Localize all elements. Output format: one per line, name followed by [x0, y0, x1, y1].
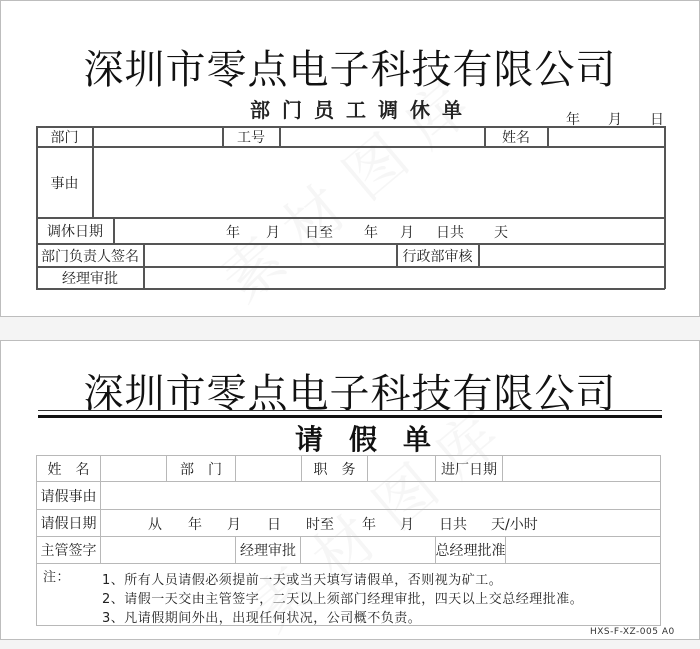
title-divider-thin — [38, 410, 662, 411]
leave-reason-label: 请假事由 — [40, 488, 97, 505]
header-day-label: 日 — [650, 112, 664, 128]
form-title: 请假单 — [294, 423, 457, 456]
date-to-day-total: 日共 — [439, 517, 467, 533]
date-total-days: 天 — [494, 225, 508, 241]
header-month-label: 月 — [608, 112, 622, 128]
admin-review-label: 行政部审核 — [402, 248, 473, 265]
admin-review-input[interactable] — [480, 245, 663, 265]
form-code: HXS-F-XZ-005 A0 — [590, 627, 675, 637]
company-name-title: 深圳市零点电子科技有限公司 — [83, 47, 617, 93]
date-from-day-to: 日至 — [305, 225, 333, 241]
manager-approval-label: 经理审批 — [240, 543, 296, 559]
dept-label: 部门 — [50, 129, 79, 146]
manager-approval-input[interactable] — [145, 268, 663, 287]
dept-input[interactable] — [237, 457, 300, 480]
supervisor-signature-label: 主管签字 — [40, 543, 97, 559]
date-from: 从 — [148, 517, 162, 533]
reason-label: 事由 — [50, 175, 79, 192]
note-item-2: 2、请假一天交由主管签字，二天以上须部门经理审批，四天以上交总经理批准。 — [102, 592, 584, 607]
date-from-year: 年 — [188, 517, 202, 533]
leave-reason-input[interactable] — [102, 483, 659, 508]
note-item-1: 1、所有人员请假必须提前一天或当天填写请假单，否则视为矿工。 — [102, 573, 503, 588]
dept-head-signature-label: 部门负责人签名 — [41, 248, 139, 265]
dept-input[interactable] — [94, 128, 221, 145]
date-from-month: 月 — [227, 517, 241, 533]
name-input[interactable] — [549, 128, 663, 145]
manager-approval-input[interactable] — [302, 538, 434, 562]
date-to-month: 月 — [400, 517, 414, 533]
dept-head-signature-input[interactable] — [145, 245, 395, 265]
date-to-year: 年 — [364, 225, 378, 241]
form-title: 部门员工调休单 — [250, 98, 474, 122]
date-from-year: 年 — [226, 225, 240, 241]
date-from-month: 月 — [266, 225, 280, 241]
position-input[interactable] — [369, 457, 434, 480]
gm-approval-label: 总经理批准 — [435, 543, 506, 559]
date-from-day: 日 — [267, 517, 281, 533]
leave-date-label: 请假日期 — [40, 516, 97, 532]
company-name-title: 深圳市零点电子科技有限公司 — [83, 371, 617, 417]
employee-id-label: 工号 — [237, 129, 265, 146]
date-from-hour-to: 时至 — [306, 517, 334, 533]
adjust-date-label: 调休日期 — [47, 224, 103, 240]
supervisor-signature-input[interactable] — [102, 538, 234, 562]
date-to-year: 年 — [362, 517, 376, 533]
reason-input[interactable] — [94, 148, 663, 216]
name-input[interactable] — [102, 457, 165, 480]
join-date-label: 进厂日期 — [441, 461, 497, 478]
date-to-day-total: 日共 — [436, 225, 464, 241]
notes-label: 注： — [43, 570, 71, 585]
position-label: 职 务 — [313, 461, 356, 478]
date-total-days-hours: 天/小时 — [491, 517, 538, 533]
dept-label: 部 门 — [180, 461, 222, 478]
join-date-input[interactable] — [504, 457, 659, 480]
gm-approval-input[interactable] — [507, 538, 659, 562]
name-label: 姓 名 — [47, 461, 90, 478]
name-label: 姓名 — [502, 129, 530, 146]
header-year-label: 年 — [566, 112, 580, 128]
note-item-3: 3、凡请假期间外出，出现任何状况，公司概不负责。 — [102, 611, 422, 626]
date-to-month: 月 — [400, 225, 414, 241]
manager-approval-label: 经理审批 — [62, 271, 118, 287]
employee-id-input[interactable] — [281, 128, 483, 145]
